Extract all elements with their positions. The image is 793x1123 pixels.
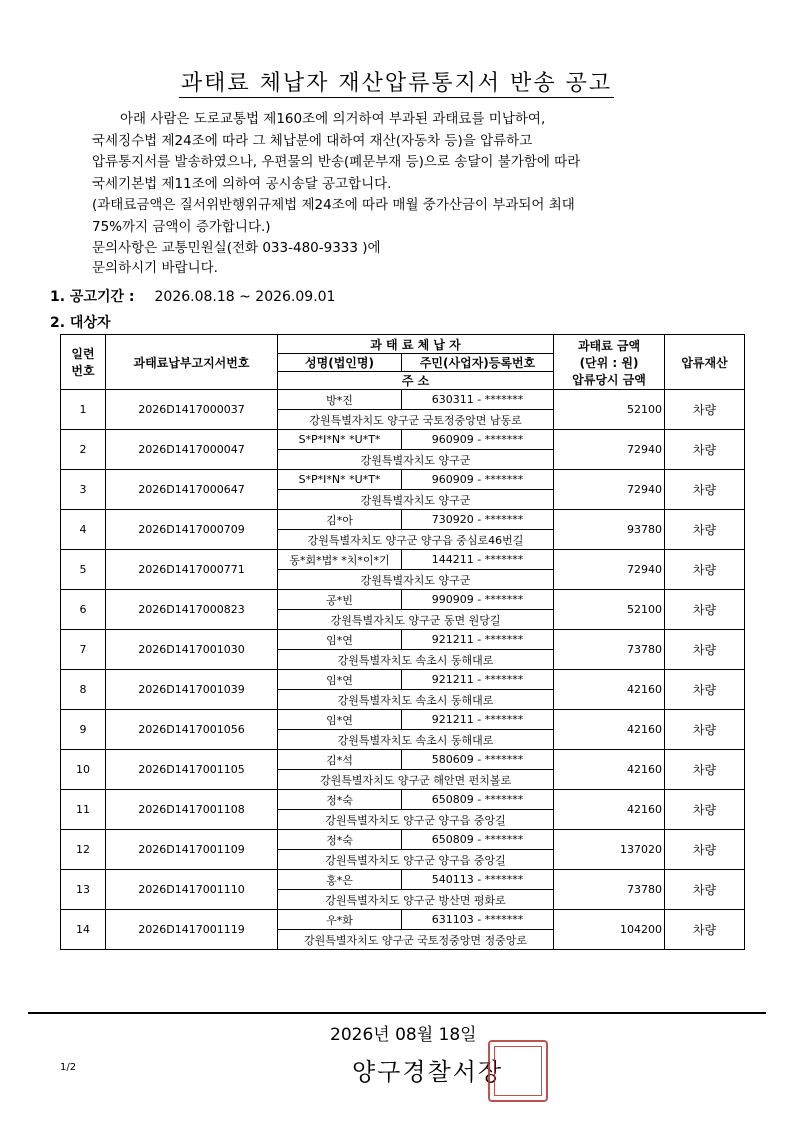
row-amount: 72940 [554,550,665,590]
row-regno: 921211 - ******* [402,670,554,690]
row-name: 방*진 [278,390,402,410]
table-row [61,830,745,850]
page-number: 1/2 [60,1062,77,1073]
contact-text [92,238,381,278]
intro-line: 압류통지서를 발송하였으나, 우편물의 반송(폐문부재 등)으로 송달이 불가함에 따라 [92,154,581,171]
delinquent-table [60,334,745,950]
table-row [61,430,745,450]
row-address: 강원특별자치도 속초시 동해대로 [278,690,554,710]
header-notice-number: 과태료납부고지서번호 [106,335,278,390]
row-amount: 72940 [554,470,665,510]
notice-date: 2026년 08월 18일 [330,1025,477,1045]
intro-text [92,109,732,239]
row-notice-number: 2026D1417000647 [106,470,278,510]
row-amount: 93780 [554,510,665,550]
row-name: 김*아 [278,510,402,530]
row-regno: 960909 - ******* [402,470,554,490]
table-row [61,710,745,730]
footer-divider [28,1012,766,1014]
row-address: 강원특별자치도 양구군 해안면 펀치볼로 [278,770,554,790]
row-seized-item: 차량 [665,510,745,550]
intro-line: 국세징수법 제24조에 따라 그 체납분에 대하여 재산(자동차 등)을 압류하고 [92,132,533,149]
intro-line: 아래 사람은 도로교통법 제160조에 의거하여 부과된 과태료를 미납하여, [120,111,546,127]
row-address: 강원특별자치도 속초시 동해대로 [278,730,554,750]
row-notice-number: 2026D1417000047 [106,430,278,470]
row-address: 강원특별자치도 양구군 양구읍 중앙길 [278,850,554,870]
header-amount: 과태료 금액 (단위 : 원) 압류당시 금액 [554,335,665,390]
row-name: S*P*I*N* *U*T* [278,430,402,450]
table-row [61,510,745,530]
row-address: 강원특별자치도 양구군 국토정중앙면 남동로 [278,410,554,430]
table-row [61,470,745,490]
row-notice-number: 2026D1417001109 [106,830,278,870]
row-seized-item: 차량 [665,550,745,590]
row-regno: 921211 - ******* [402,710,554,730]
table-row [61,590,745,610]
table-row [61,390,745,410]
row-amount: 52100 [554,590,665,630]
row-seized-item: 차량 [665,670,745,710]
row-notice-number: 2026D1417001030 [106,630,278,670]
row-amount: 42160 [554,790,665,830]
row-name: S*P*I*N* *U*T* [278,470,402,490]
row-notice-number: 2026D1417001119 [106,910,278,950]
row-amount: 137020 [554,830,665,870]
row-amount: 73780 [554,870,665,910]
row-notice-number: 2026D1417001108 [106,790,278,830]
header-delinquent-group: 과 태 료 체 납 자 [278,335,554,354]
row-amount: 42160 [554,670,665,710]
intro-line: 국세기본법 제11조에 의하여 공시송달 공고합니다. [92,175,392,192]
row-notice-number: 2026D1417001056 [106,710,278,750]
row-regno: 650809 - ******* [402,790,554,810]
row-amount: 42160 [554,710,665,750]
table-row [61,750,745,770]
document-title: 과태료 체납자 재산압류통지서 반송 공고 [180,71,613,96]
table-row [61,910,745,930]
row-seq: 10 [61,750,106,790]
row-seq: 12 [61,830,106,870]
row-address: 강원특별자치도 양구군 [278,570,554,590]
table-row [61,550,745,570]
row-seized-item: 차량 [665,710,745,750]
row-seq: 14 [61,910,106,950]
row-seized-item: 차량 [665,870,745,910]
row-seq: 8 [61,670,106,710]
row-seized-item: 차량 [665,750,745,790]
row-seq: 13 [61,870,106,910]
header-address: 주 소 [278,372,554,390]
row-seq: 1 [61,390,106,430]
row-address: 강원특별자치도 양구군 [278,490,554,510]
row-regno: 990909 - ******* [402,590,554,610]
header-seized-item: 압류재산 [665,335,745,390]
row-seq: 11 [61,790,106,830]
row-regno: 540113 - ******* [402,870,554,890]
intro-line: 75%까지 금액이 증가합니다.) [92,218,271,235]
row-amount: 52100 [554,390,665,430]
target-heading: 2. 대상자 [50,315,111,331]
signature: 양구경찰서장 [352,1058,504,1086]
row-seized-item: 차량 [665,830,745,870]
row-regno: 631103 - ******* [402,910,554,930]
row-address: 강원특별자치도 양구군 양구읍 중앙길 [278,810,554,830]
table-row [61,670,745,690]
notice-period: 1. 공고기간 : 2026.08.18 ~ 2026.09.01 [50,289,336,305]
header-name: 성명(법인명) [278,354,402,372]
row-seized-item: 차량 [665,390,745,430]
row-notice-number: 2026D1417001039 [106,670,278,710]
row-name: 정*숙 [278,790,402,810]
official-seal [488,1040,548,1102]
row-seq: 6 [61,590,106,630]
row-notice-number: 2026D1417001105 [106,750,278,790]
row-address: 강원특별자치도 양구군 국토정중앙면 정중앙로 [278,930,554,950]
row-name: 동*회*법* *치*이*기 [278,550,402,570]
row-seq: 9 [61,710,106,750]
row-name: 김*석 [278,750,402,770]
row-seized-item: 차량 [665,630,745,670]
row-address: 강원특별자치도 양구군 양구읍 중심로46번길 [278,530,554,550]
contact-line: 문의하시기 바랍니다. [92,260,218,276]
row-amount: 104200 [554,910,665,950]
table-row [61,870,745,890]
row-seq: 3 [61,470,106,510]
row-address: 강원특별자치도 양구군 방산면 평화로 [278,890,554,910]
row-address: 강원특별자치도 속초시 동해대로 [278,650,554,670]
row-seq: 4 [61,510,106,550]
row-regno: 144211 - ******* [402,550,554,570]
row-notice-number: 2026D1417000823 [106,590,278,630]
header-seq: 일련 번호 [61,335,106,390]
row-name: 홍*은 [278,870,402,890]
row-address: 강원특별자치도 양구군 [278,450,554,470]
intro-line: (과태료금액은 질서위반행위규제법 제24조에 따라 매월 중가산금이 부과되어 최대 [92,197,575,214]
row-notice-number: 2026D1417001110 [106,870,278,910]
row-seized-item: 차량 [665,790,745,830]
row-regno: 921211 - ******* [402,630,554,650]
contact-line: 문의사항은 교통민원실(전화 033-480-9333 )에 [92,240,381,256]
row-name: 공*빈 [278,590,402,610]
row-seized-item: 차량 [665,470,745,510]
row-regno: 960909 - ******* [402,430,554,450]
row-seized-item: 차량 [665,910,745,950]
table-row [61,630,745,650]
row-regno: 580609 - ******* [402,750,554,770]
row-name: 우*화 [278,910,402,930]
row-name: 임*연 [278,630,402,650]
row-notice-number: 2026D1417000709 [106,510,278,550]
row-notice-number: 2026D1417000771 [106,550,278,590]
row-seized-item: 차량 [665,590,745,630]
row-regno: 730920 - ******* [402,510,554,530]
row-amount: 72940 [554,430,665,470]
row-regno: 630311 - ******* [402,390,554,410]
table-row [61,790,745,810]
row-seq: 7 [61,630,106,670]
header-regno: 주민(사업자)등록번호 [402,354,554,372]
row-regno: 650809 - ******* [402,830,554,850]
row-name: 정*숙 [278,830,402,850]
row-amount: 42160 [554,750,665,790]
row-amount: 73780 [554,630,665,670]
row-name: 임*연 [278,670,402,690]
row-name: 임*연 [278,710,402,730]
row-notice-number: 2026D1417000037 [106,390,278,430]
row-seized-item: 차량 [665,430,745,470]
row-address: 강원특별자치도 양구군 동면 원당길 [278,610,554,630]
row-seq: 2 [61,430,106,470]
row-seq: 5 [61,550,106,590]
